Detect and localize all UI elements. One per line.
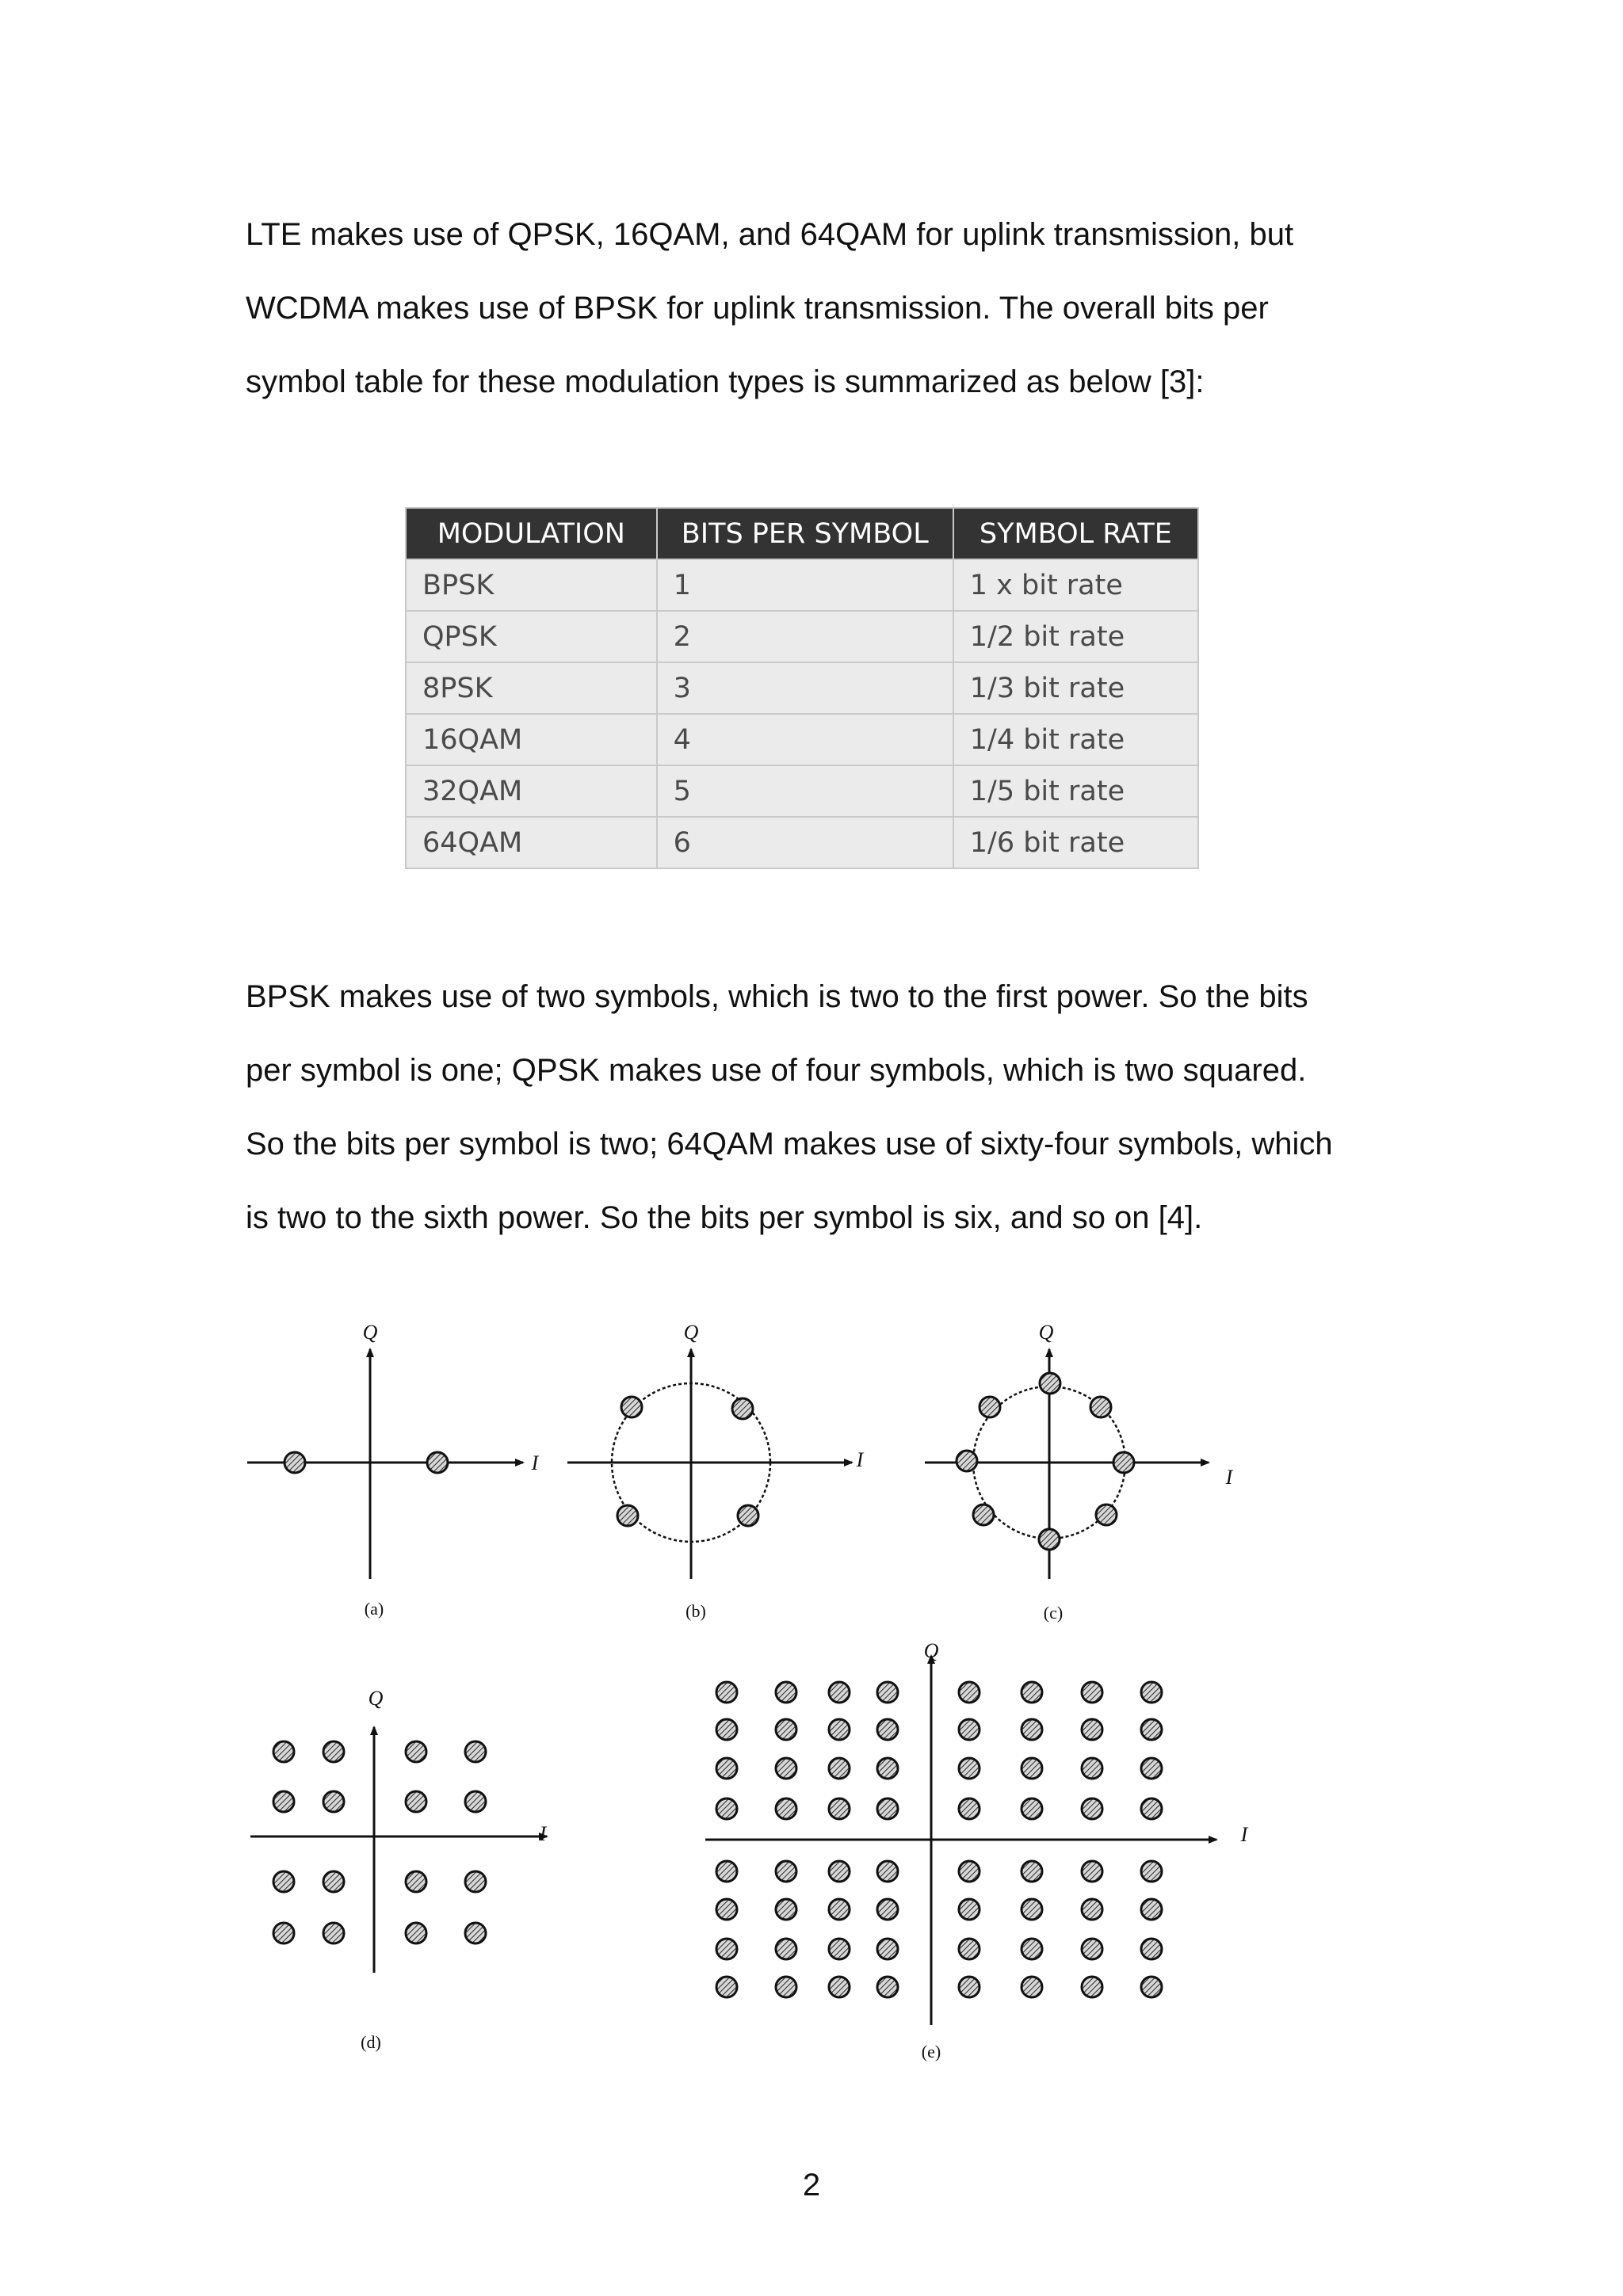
i-axis-label: I [856, 1448, 864, 1471]
constellation-point [1082, 1798, 1102, 1819]
constellation-point [980, 1397, 1000, 1417]
constellation-point [1022, 1682, 1042, 1703]
table-cell: 32QAM [406, 765, 657, 817]
constellation-point [959, 1939, 980, 1959]
paragraph-line: LTE makes use of QPSK, 16QAM, and 64QAM for uplink transmission, but [246, 217, 1294, 252]
q-axis-label: Q [923, 1639, 939, 1662]
constellation-point [406, 1871, 426, 1892]
constellation-point [465, 1871, 486, 1892]
constellation-point [1082, 1939, 1102, 1959]
constellation-point [1141, 1861, 1162, 1882]
table-cell: 8PSK [406, 662, 657, 714]
constellation-point [877, 1682, 898, 1703]
constellation-point [877, 1861, 898, 1882]
panel-label-a: (a) [364, 1599, 384, 1619]
constellation-point [1022, 1899, 1042, 1920]
constellation-point [1113, 1452, 1134, 1473]
constellation-point [1082, 1682, 1102, 1703]
i-axis-label: I [531, 1451, 539, 1474]
constellation-point [959, 1719, 980, 1740]
constellation-point [1141, 1939, 1162, 1959]
constellation-point [406, 1923, 426, 1943]
constellation-point [323, 1871, 344, 1892]
constellation-point [829, 1977, 850, 1997]
table-cell: 5 [657, 765, 953, 817]
constellation-point [877, 1798, 898, 1819]
constellation-point [1082, 1899, 1102, 1920]
constellation-point [732, 1398, 753, 1419]
constellation-point [716, 1798, 737, 1819]
panel-label-e: (e) [921, 2042, 941, 2061]
table-cell: 1/6 bit rate [953, 817, 1198, 868]
constellation-point [877, 1719, 898, 1740]
table-cell: 2 [657, 611, 953, 662]
constellation-point [406, 1741, 426, 1762]
q-axis-label: Q [368, 1687, 384, 1710]
constellation-point [1022, 1798, 1042, 1819]
constellation-point [716, 1861, 737, 1882]
table-cell: 64QAM [406, 817, 657, 868]
constellation-point [716, 1758, 737, 1779]
constellation-point [1141, 1899, 1162, 1920]
paragraph-line: WCDMA makes use of BPSK for uplink transmission. The overall bits per [246, 291, 1269, 326]
constellation-point [776, 1899, 796, 1920]
constellation-point [829, 1939, 850, 1959]
constellation-point [465, 1741, 486, 1762]
constellation-point [776, 1977, 796, 1997]
table-cell: 1/2 bit rate [953, 611, 1198, 662]
table-cell: 1/4 bit rate [953, 714, 1198, 765]
constellation-point [776, 1682, 796, 1703]
constellation-point [829, 1758, 850, 1779]
panel-label-c: (c) [1043, 1603, 1064, 1623]
constellation-point [877, 1899, 898, 1920]
constellation-point [1022, 1758, 1042, 1779]
constellation-point [1039, 1529, 1060, 1550]
constellation-point [877, 1939, 898, 1959]
constellation-point [959, 1977, 980, 1997]
paragraph-line: is two to the sixth power. So the bits per symbol is six, and so on [4]. [246, 1200, 1203, 1235]
constellation-point [959, 1798, 980, 1819]
constellation-point [1040, 1373, 1060, 1394]
constellation-point [829, 1899, 850, 1920]
constellation-point [716, 1682, 737, 1703]
table-header-symbol-rate: SYMBOL RATE [953, 508, 1198, 559]
constellation-point [829, 1798, 850, 1819]
constellation-point [716, 1719, 737, 1740]
constellation-point [716, 1899, 737, 1920]
constellation-point [716, 1939, 737, 1959]
table-cell: 1/3 bit rate [953, 662, 1198, 714]
constellation-point [273, 1923, 294, 1943]
constellation-point [959, 1899, 980, 1920]
table-cell: QPSK [406, 611, 657, 662]
table-cell: 1/5 bit rate [953, 765, 1198, 817]
panel-label-d: (d) [361, 2032, 381, 2052]
constellation-point [1141, 1758, 1162, 1779]
panel-label-b: (b) [685, 1601, 706, 1621]
paragraph-line: symbol table for these modulation types is summarized as below [3]: [246, 364, 1205, 399]
constellation-point [273, 1791, 294, 1812]
constellation-point [957, 1451, 977, 1471]
constellation-point [1082, 1977, 1102, 1997]
constellation-point [1141, 1682, 1162, 1703]
constellation-point [1022, 1861, 1042, 1882]
q-axis-label: Q [362, 1321, 378, 1344]
constellation-point [406, 1791, 426, 1812]
constellation-point [959, 1682, 980, 1703]
constellation-point [621, 1397, 642, 1417]
constellation-point [427, 1452, 448, 1473]
constellation-point [973, 1505, 994, 1525]
table-cell: 16QAM [406, 714, 657, 765]
constellation-point [776, 1719, 796, 1740]
table-cell: BPSK [406, 559, 657, 611]
constellation-point [877, 1977, 898, 1997]
table-cell: 3 [657, 662, 953, 714]
constellation-point [776, 1861, 796, 1882]
constellation-point [273, 1741, 294, 1762]
constellation-point [959, 1758, 980, 1779]
paragraph-line: BPSK makes use of two symbols, which is two to the first power. So the bits [246, 979, 1308, 1014]
constellation-point [829, 1861, 850, 1882]
constellation-point [877, 1758, 898, 1779]
constellation-point [1141, 1977, 1162, 1997]
constellation-point [829, 1682, 850, 1703]
constellation-point [776, 1758, 796, 1779]
constellation-point [776, 1798, 796, 1819]
constellation-point [716, 1977, 737, 1997]
constellation-point [465, 1791, 486, 1812]
q-axis-label: Q [683, 1321, 699, 1344]
constellation-point [959, 1861, 980, 1882]
table-cell: 1 [657, 559, 953, 611]
constellation-point [323, 1791, 344, 1812]
constellation-point [738, 1505, 758, 1526]
table-header-bits-per-symbol: BITS PER SYMBOL [657, 508, 953, 559]
constellation-point [1082, 1861, 1102, 1882]
constellation-point [323, 1741, 344, 1762]
paragraph-line: So the bits per symbol is two; 64QAM makes use of sixty-four symbols, which [246, 1127, 1333, 1161]
constellation-point [273, 1871, 294, 1892]
constellation-point [285, 1452, 305, 1473]
constellation-point [1141, 1798, 1162, 1819]
constellation-point [1090, 1397, 1111, 1417]
constellation-point [1022, 1719, 1042, 1740]
table-header-modulation: MODULATION [406, 508, 657, 559]
table-cell: 1 x bit rate [953, 559, 1198, 611]
constellation-point [617, 1505, 638, 1526]
i-axis-label: I [1240, 1823, 1248, 1846]
constellation-point [1082, 1758, 1102, 1779]
paragraph-line: per symbol is one; QPSK makes use of four symbols, which is two squared. [246, 1053, 1307, 1088]
constellation-point [1096, 1505, 1117, 1525]
constellation-point [1022, 1977, 1042, 1997]
constellation-point [323, 1923, 344, 1943]
constellation-point [1022, 1939, 1042, 1959]
i-axis-label: I [1225, 1466, 1233, 1489]
constellation-point [829, 1719, 850, 1740]
constellation-point [776, 1939, 796, 1959]
constellation-point [1141, 1719, 1162, 1740]
constellation-point [465, 1923, 486, 1943]
page-number: 2 [802, 2168, 821, 2203]
table-cell: 6 [657, 817, 953, 868]
i-axis-label: I [539, 1822, 547, 1845]
constellation-point [1082, 1719, 1102, 1740]
q-axis-label: Q [1038, 1321, 1054, 1344]
table-cell: 4 [657, 714, 953, 765]
